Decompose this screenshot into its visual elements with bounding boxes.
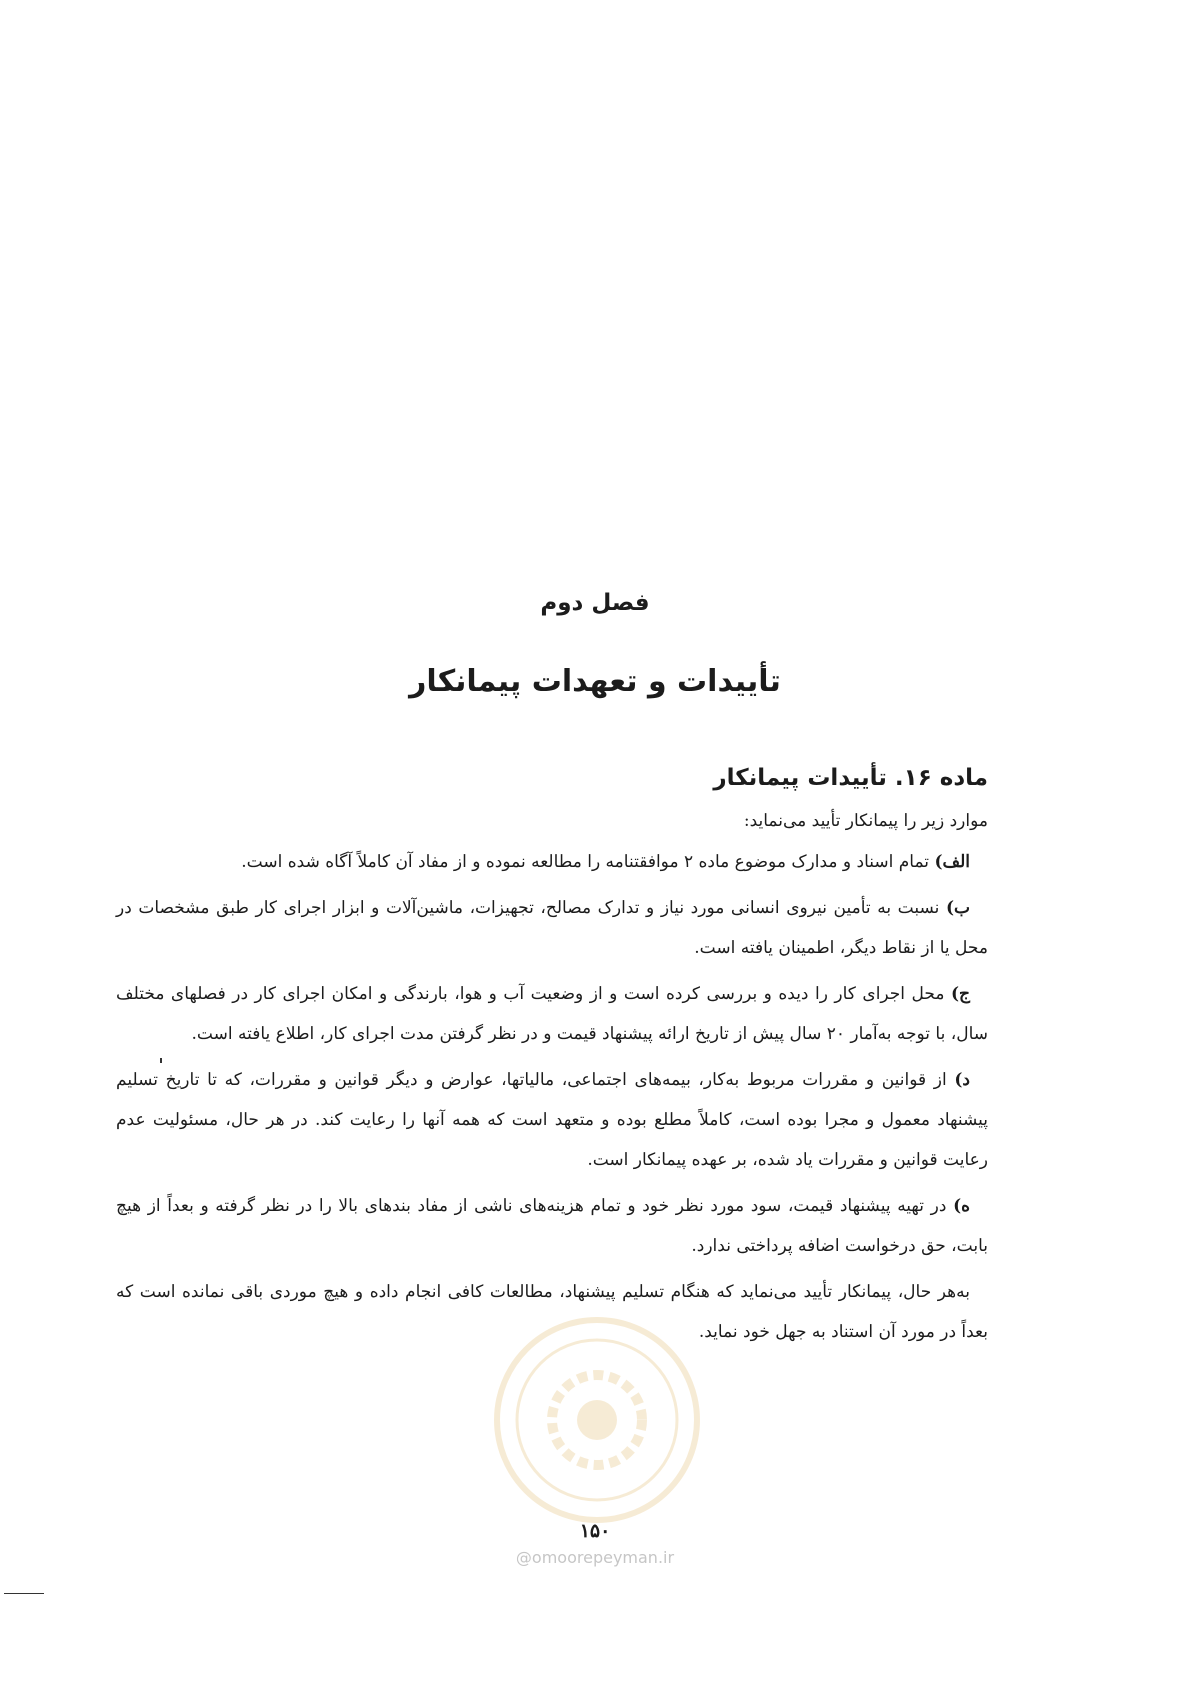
clause-text: تمام اسناد و مدارک موضوع ماده ۲ موافقتنامه را مطالعه نموده و از مفاد آن کاملاً آگاه شده است. [241,852,930,872]
article-closing: به‌هر حال، پیمانکار تأیید می‌نماید که هنگام تسلیم پیشنهاد، مطالعات کافی انجام داده و هیچ موردی باقی نمانده است که بعداً در مورد آن استناد به جهل خود نماید. [116,1282,988,1342]
clause-text: از قوانین و مقررات مربوط به‌کار، بیمه‌های اجتماعی، مالیاتها، عوارض و دیگر قوانین و مقررات، که تا تاریخ تسلیم پیشنهاد معمول و مجرا بوده است، کاملاً مطلع بوده و متعهد است که همه آنها را رعایت کند. در هر حال، مسئولیت عدم رعایت قوانین و مقررات یاد شده، بر عهده پیمانکار است. [116,1070,988,1170]
clause-marker: د) [954,1070,971,1090]
article-heading: ماده ۱۶. تأییدات پیمانکار [713,765,988,791]
clause-marker: ب) [945,898,971,918]
chapter-title: تأییدات و تعهدات پیمانکار [409,664,781,699]
clause-text: محل اجرای کار را دیده و بررسی کرده است و از وضعیت آب و هوا، بارندگی و امکان اجرای کار در فصلهای مختلف سال، با توجه به‌آمار ۲۰ سال پیش از تاریخ ارائه پیشنهاد قیمت و در نظر گرفتن مدت اجرای کار، اطلاع یافته است. [116,984,988,1044]
clause-jim [116,974,988,1054]
clause-marker: الف) [934,852,970,872]
ink-speck [160,1058,162,1063]
clause-he [116,1186,988,1266]
watermark-caption: @omoorepeyman.ir [515,1548,675,1567]
clause-alef [116,842,988,882]
clause-marker: ه) [953,1196,971,1216]
margin-rule [4,1593,44,1594]
clause-text: نسبت به تأمین نیروی انسانی مورد نیاز و تدارک مصالح، تجهیزات، ماشین‌آلات و ابزار اجرای کار طبق مشخصات در محل یا از نقاط دیگر، اطمینان یافته است. [116,898,988,958]
page-number: ۱۵۰ [579,1520,611,1542]
article-body [116,754,988,1352]
clause-dal [116,1060,988,1180]
chapter-label: فصل دوم [540,590,650,616]
clause-be [116,888,988,968]
article-intro: موارد زیر را پیمانکار تأیید می‌نماید: [743,811,988,831]
clause-text: در تهیه پیشنهاد قیمت، سود مورد نظر خود و تمام هزینه‌های ناشی از مفاد بندهای بالا را در نظر گرفته و بعداً از هیچ بابت، حق درخواست اضافه پرداختی ندارد. [116,1196,988,1256]
clause-marker: ج) [950,984,970,1004]
